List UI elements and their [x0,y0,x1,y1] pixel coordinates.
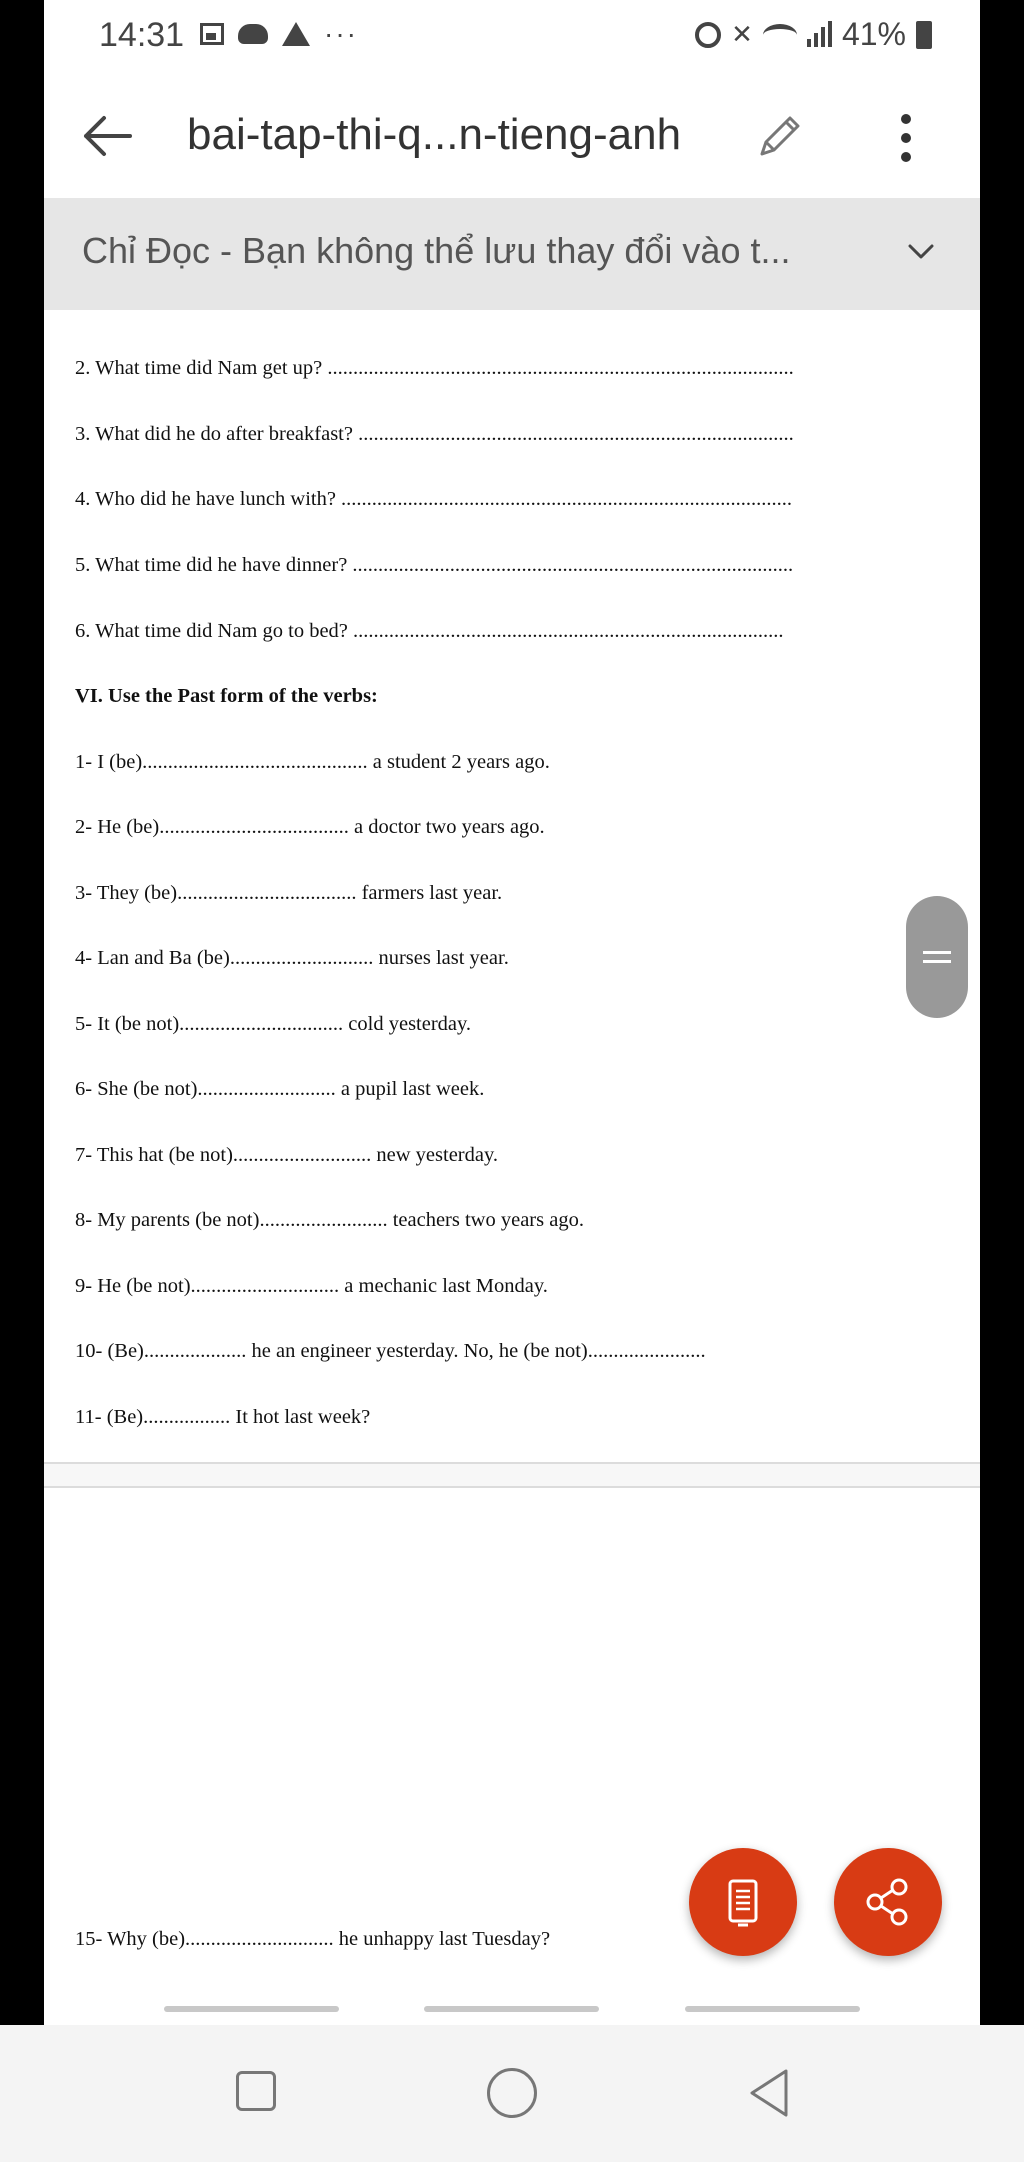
back-icon[interactable] [746,2067,792,2119]
alarm-icon [695,22,721,48]
status-right-icons [695,16,932,53]
page-indicator [685,2006,860,2012]
recent-apps-icon[interactable] [236,2071,276,2111]
document-line: 5- It (be not)................................ cold yesterday. [75,1013,472,1035]
scrollbar-thumb[interactable] [906,896,968,1018]
document-line: 5. What time did he have dinner? ...................................................................................... [75,554,794,576]
status-left-icons [200,18,358,50]
status-time: 14:31 [99,16,185,54]
home-icon[interactable] [487,2068,537,2118]
page-gap [44,1464,980,1486]
share-button[interactable] [834,1848,942,1956]
battery-icon [916,21,932,49]
reader-view-icon [716,1875,770,1929]
document-line: 2- He (be)..................................... a doctor two years ago. [75,816,545,838]
page-indicator [164,2006,339,2012]
document-title: bai-tap-thi-q...n-tieng-anh [187,110,682,159]
readonly-text: Chỉ Đọc - Bạn không thể lưu thay đổi vào t... [82,230,791,271]
document-line: 1- I (be)............................................ a student 2 years ago. [75,751,550,773]
reader-view-button[interactable] [689,1848,797,1956]
drive-icon [282,22,310,46]
document-line: 3- They (be)................................... farmers last year. [75,882,503,904]
mute-icon: ✕ [731,19,753,49]
signal-icon [807,23,832,47]
edit-pencil-icon[interactable] [752,112,804,164]
document-page-2[interactable] [44,1488,980,2025]
document-line: 6. What time did Nam go to bed? .................................................................................... [75,620,784,642]
more-options-icon[interactable] [896,112,916,164]
chevron-down-icon[interactable] [906,240,936,264]
app-header [44,74,980,198]
more-dots-icon: ··· [324,18,358,49]
document-line: 4. Who did he have lunch with? ........................................................................................ [75,488,793,510]
document-line: 10- (Be).................... he an engineer yesterday. No, he (be not)....................... [75,1340,706,1362]
cloud-icon [238,24,268,44]
document-line: 11- (Be)................. It hot last week? [75,1406,371,1428]
wifi-icon [763,24,797,46]
readonly-banner[interactable] [44,198,980,310]
image-icon [200,23,224,45]
back-arrow-icon[interactable] [80,112,136,160]
document-line: 4- Lan and Ba (be)............................ nurses last year. [75,947,509,969]
phone-screen [44,0,980,2025]
document-line: 3. What did he do after breakfast? ..................................................................................... [75,423,794,445]
document-line: 7- This hat (be not)........................... new yesterday. [75,1144,499,1166]
document-line: 15- Why (be)............................. he unhappy last Tuesday? [75,1928,551,1950]
document-line: 8- My parents (be not)......................... teachers two years ago. [75,1209,584,1231]
document-line: 9- He (be not)............................. a mechanic last Monday. [75,1275,548,1297]
document-line: 6- She (be not)........................... a pupil last week. [75,1078,485,1100]
share-icon [861,1875,915,1929]
document-line: 2. What time did Nam get up? ........................................................................................... [75,357,794,379]
status-bar [44,0,980,74]
page-indicator [424,2006,599,2012]
battery-percent: 41% [841,16,906,52]
section-heading: VI. Use the Past form of the verbs: [75,685,378,707]
system-navigation-bar [0,2025,1024,2162]
